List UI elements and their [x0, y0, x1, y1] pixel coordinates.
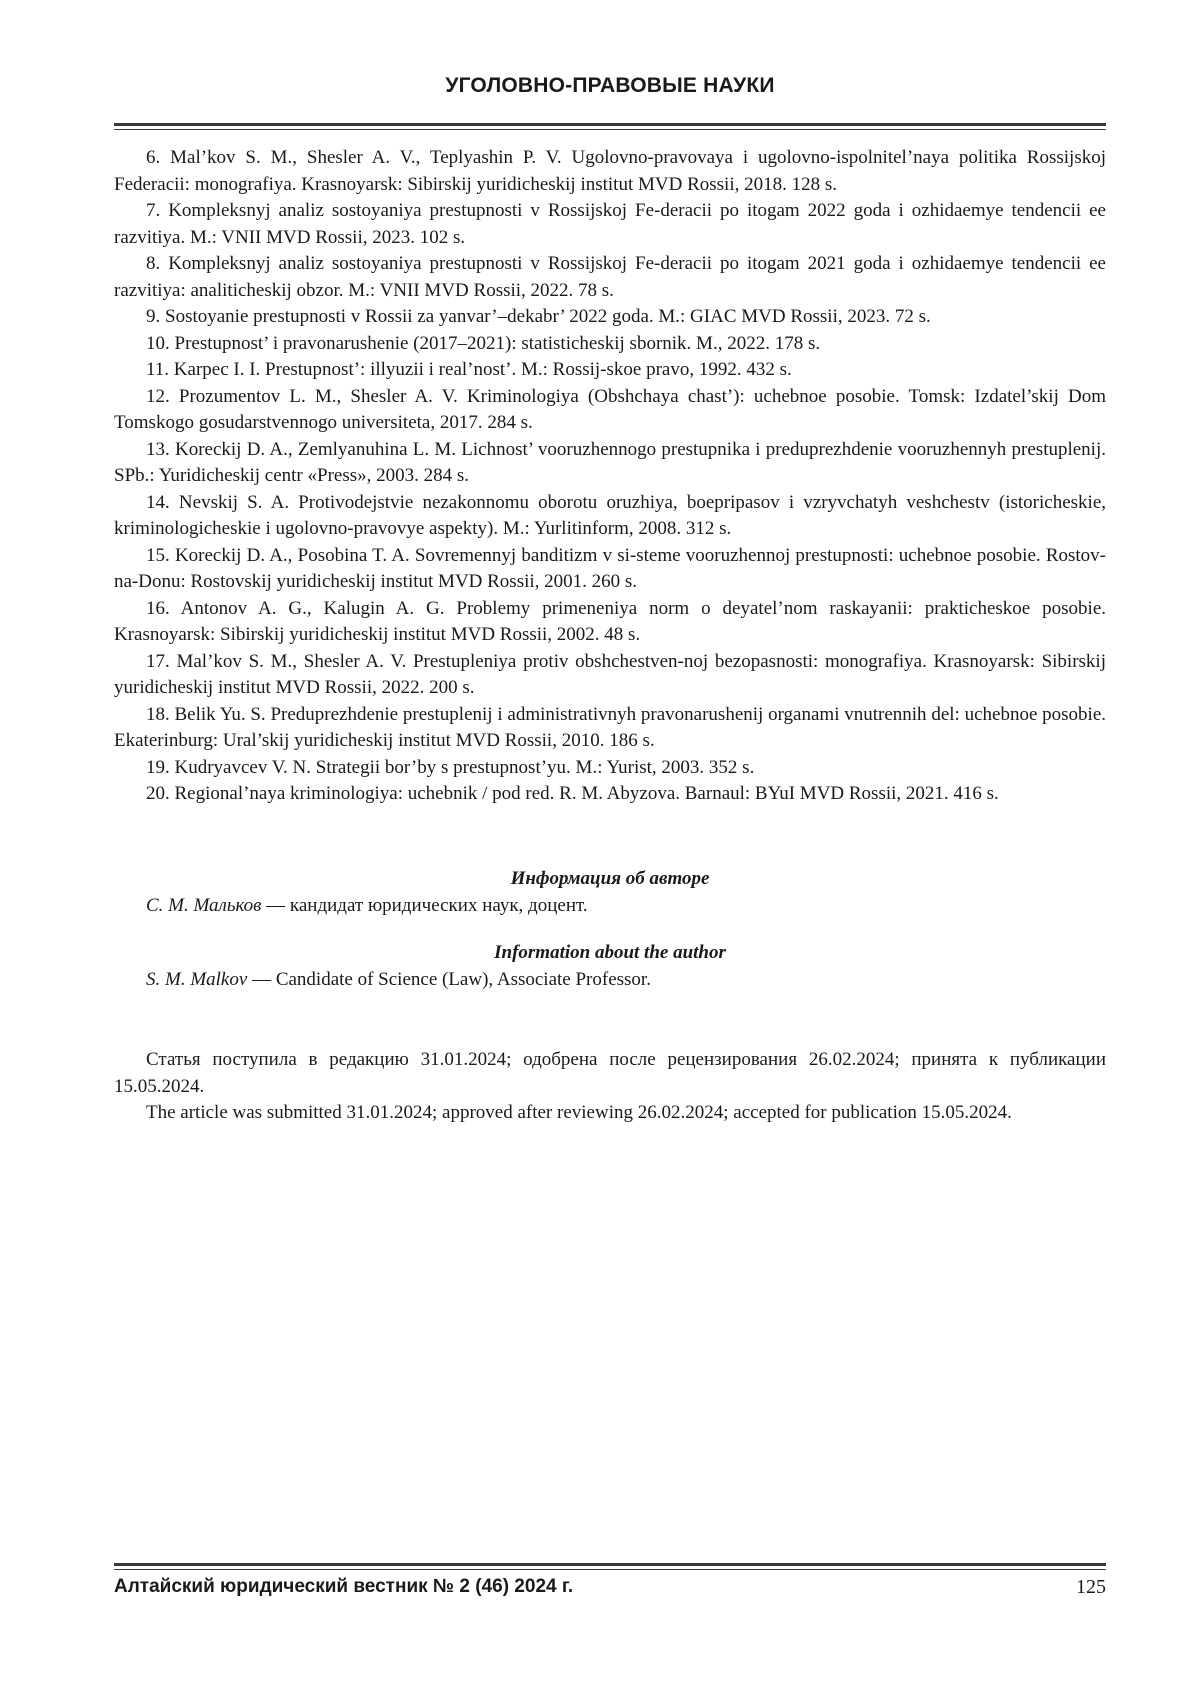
author-info-ru — [114, 866, 1106, 919]
footer-rule-thin — [114, 1569, 1106, 1570]
reference-item: 6. Mal’kov S. M., Shesler A. V., Teplyashin P. V. Ugolovno-pravovaya i ugolovno-ispolnitel’naya politika Rossijskoj Federacii: monografiya. Krasnoyarsk: Sibirskij yuridicheskij institut MVD Rossii, 2018. 128 s. — [114, 147, 1106, 195]
article-dates — [114, 1047, 1106, 1127]
reference-item: 16. Antonov A. G., Kalugin A. G. Problemy primeneniya norm o deyatel’nom raskayanii: prakticheskoe posobie. Krasnoyarsk: Sibirskij yuridicheskij institut MVD Rossii, 2002. 48 s. — [114, 597, 1106, 645]
author-name-ru: С. М. Мальков — [146, 894, 262, 916]
author-info-line-en — [114, 967, 1106, 994]
header-rule-thick — [114, 123, 1106, 126]
reference-item: 12. Prozumentov L. M., Shesler A. V. Kriminologiya (Obshchaya chast’): uchebnoe posobie. Tomsk: Izdatel’skij Dom Tomskogo gosudarstvennogo universiteta, 2017. 284 s. — [114, 385, 1106, 433]
reference-item: 14. Nevskij S. A. Protivodejstvie nezakonnomu oborotu oruzhiya, boepripasov i vzryvchatyh veshchestv (istoricheskie, kriminologicheskie i ugolovno-pravovye aspekty). M.: Yurlitinform, 2008. 312 s. — [114, 491, 1106, 539]
section-title: УГОЛОВНО-ПРАВОВЫЕ НАУКИ — [445, 74, 775, 97]
reference-item: 8. Kompleksnyj analiz sostoyaniya prestupnosti v Rossijskoj Fe-deracii po itogam 2021 goda i ozhidaemye tendencii ee razvitiya: analiticheskij obzor. M.: VNII MVD Rossii, 2022. 78 s. — [114, 253, 1106, 301]
reference-item: 15. Koreckij D. A., Posobina T. A. Sovremennyj banditizm v si-steme vooruzhennoj prestupnosti: uchebnoe posobie. Rostov-na-Donu: Rostovskij yuridicheskij institut MVD Rossii, 2001. 260 s. — [114, 544, 1106, 592]
reference-item: 10. Prestupnost’ i pravonarushenie (2017–2021): statisticheskij sbornik. M., 2022. 178 s. — [146, 332, 821, 354]
journal-page — [114, 0, 1106, 1697]
author-info-heading-en: Information about the author — [494, 942, 726, 963]
footer-rule-thick — [114, 1563, 1106, 1566]
reference-item: 19. Kudryavcev V. N. Strategii bor’by s prestupnost’yu. M.: Yurist, 2003. 352 s. — [146, 756, 755, 778]
page-number: 125 — [1076, 1576, 1106, 1598]
reference-item: 17. Mal’kov S. M., Shesler A. V. Prestupleniya protiv obshchestven-noj bezopasnosti: monografiya. Krasnoyarsk: Sibirskij yuridicheskij institut MVD Rossii, 2022. 200 s. — [114, 650, 1106, 698]
reference-item: 9. Sostoyanie prestupnosti v Rossii za yanvar’–dekabr’ 2022 goda. M.: GIAC MVD Rossii, 2023. 72 s. — [146, 306, 931, 327]
reference-item: 7. Kompleksnyj analiz sostoyaniya prestupnosti v Rossijskoj Fe-deracii po itogam 2022 goda i ozhidaemye tendencii ee razvitiya. M.: VNII MVD Rossii, 2023. 102 s. — [114, 200, 1106, 248]
author-info-line-ru — [114, 893, 1106, 920]
author-info-en — [114, 940, 1106, 993]
article-dates-ru: Статья поступила в редакцию 31.01.2024; одобрена после рецензирования 26.02.2024; принята к публикации 15.05.2024. — [114, 1049, 1106, 1097]
reference-list — [114, 145, 1106, 808]
journal-title: Алтайский юридический вестник № 2 (46) 2024 г. — [114, 1576, 574, 1597]
author-name-en: S. M. Malkov — [146, 968, 248, 990]
reference-item: 11. Karpec I. I. Prestupnost’: illyuzii i real’nost’. M.: Rossij-skoe pravo, 1992. 432 s. — [146, 359, 792, 380]
author-description-ru: — кандидат юридических наук, доцент. — [261, 894, 588, 916]
reference-item: 20. Regional’naya kriminologiya: uchebnik / pod red. R. M. Abyzova. Barnaul: BYuI MVD Rossii, 2021. 416 s. — [146, 783, 999, 804]
article-dates-en: The article was submitted 31.01.2024; approved after reviewing 26.02.2024; accepted for publication 15.05.2024. — [146, 1102, 1012, 1123]
reference-item: 13. Koreckij D. A., Zemlyanuhina L. M. Lichnost’ vooruzhennogo prestupnika i preduprezhdenie vooruzhennyh prestuplenij. SPb.: Yuridicheskij centr «Press», 2003. 284 s. — [114, 438, 1106, 486]
header-rule-thin — [114, 129, 1106, 130]
reference-item: 18. Belik Yu. S. Preduprezhdenie prestuplenij i administrativnyh pravonarushenij organami vnutrennih del: uchebnoe posobie. Ekaterinburg: Ural’skij yuridicheskij institut MVD Rossii, 2010. 186 s. — [114, 703, 1106, 751]
author-description-en: — Candidate of Science (Law), Associate Professor. — [247, 968, 651, 990]
author-info-heading-ru: Информация об авторе — [510, 868, 710, 889]
